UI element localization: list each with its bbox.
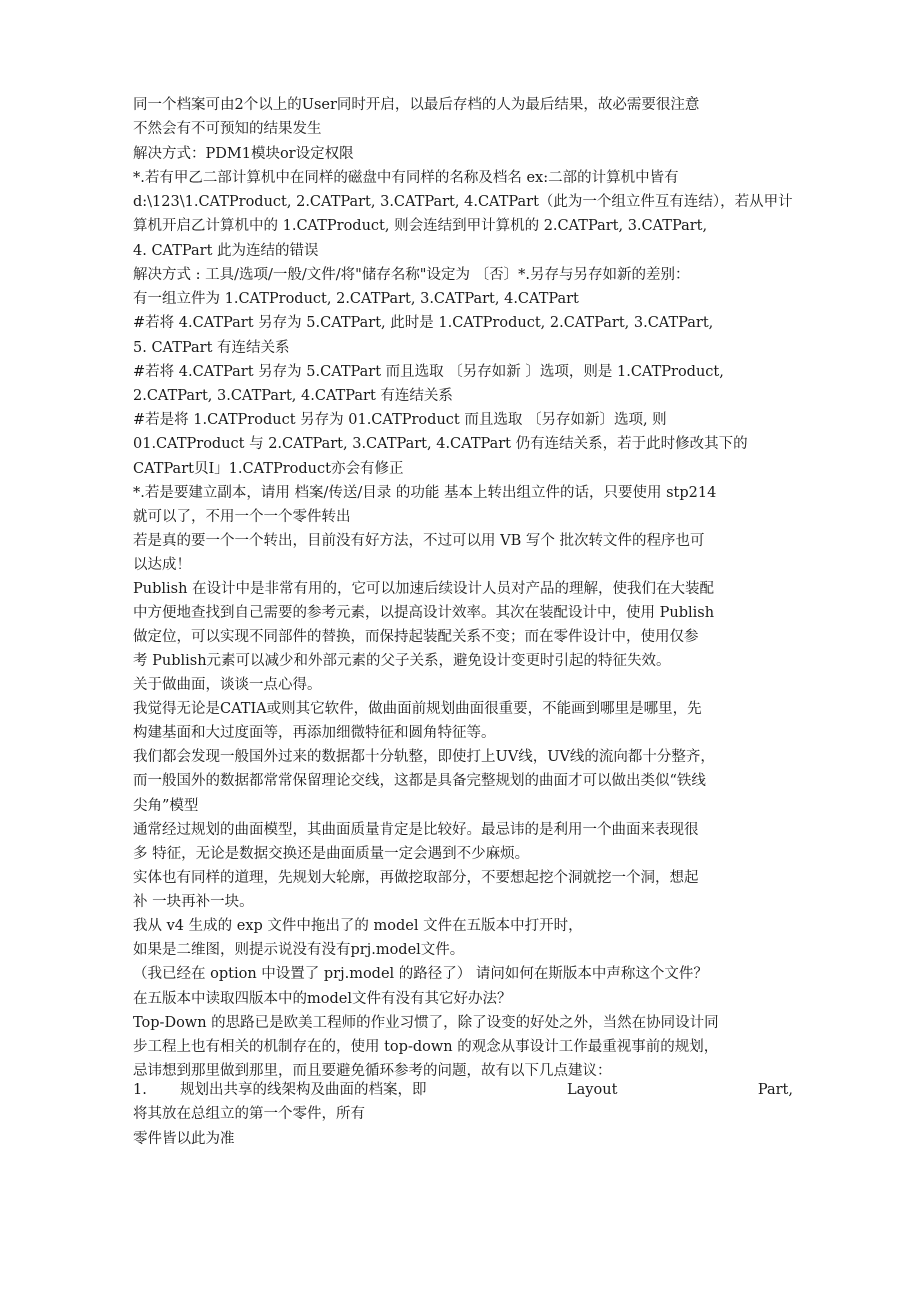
text-line: #若是将 1.CATProduct 另存为 01.CATProduct 而且选取 〔另存如新〕选项, 则 (133, 412, 667, 428)
text-line: Publish 在设计中是非常有用的，它可以加速后续设计人员对产品的理解，使我们在大装配 (133, 581, 715, 597)
text-line: *.若是要建立副本，请用 档案/传送/目录 的功能 基本上转出组立件的话，只要使用 stp214 (133, 485, 717, 501)
text-line: 解决方式 : 工具/选项/一般/文件/将"储存名称"设定为 〔否〕*.另存与另存如新的差别： (133, 267, 690, 283)
text-line: 考 Publish元素可以减少和外部元素的父子关系，避免设计变更时引起的特征失效。 (133, 653, 671, 669)
text-line: 将其放在总组立的第一个零件，所有 (133, 1106, 365, 1122)
text-line: 若是真的要一个一个转出，目前没有好方法，不过可以用 VB 写个 批次转文件的程序也可 (133, 533, 705, 549)
text-line: 零件皆以此为准 (133, 1131, 235, 1147)
text-line: 5. CATPart 有连结关系 (133, 340, 290, 356)
text-line: 尖角”模型 (133, 798, 199, 814)
text-line: 同一个档案可由2个以上的User同时开启，以最后存档的人为最后结果，故必需要很注意 (133, 97, 700, 113)
text-line: 我们都会发现一般国外过来的数据都十分轨整，即使打上UV线，UV线的流向都十分整齐， (133, 749, 715, 765)
list-item-text: 规划出共享的线架构及曲面的档案，即 (180, 1082, 427, 1098)
text-line: 步工程上也有相关的机制存在的，使用 top-down 的观念从事设计工作最重视事前的规划， (133, 1039, 719, 1055)
text-line: 在五版本中读取四版本中的model文件有没有其它好办法？ (133, 991, 512, 1007)
text-line: 2.CATPart, 3.CATPart, 4.CATPart 有连结关系 (133, 388, 453, 404)
text-line: 中方便地查找到自己需要的参考元素，以提高设计效率。其次在装配设计中，使用 Publish (133, 605, 715, 621)
text-line: 我从 v4 生成的 exp 文件中拖出了的 model 文件在五版本中打开时， (133, 918, 583, 934)
list-item-1 (133, 1079, 793, 1101)
text-line: 算机开启乙计算机中的 1.CATProduct, 则会连结到甲计算机的 2.CATPart, 3.CATPart, (133, 218, 708, 234)
list-item-term-part: Part, (757, 1082, 793, 1098)
text-line: 我觉得无论是CATIA或则其它软件，做曲面前规划曲面很重要，不能画到哪里是哪里，先 (133, 701, 702, 717)
text-line: 多 特征，无论是数据交换还是曲面质量一定会遇到不少麻烦。 (133, 846, 530, 862)
text-line: Top-Down 的思路已是欧美工程师的作业习惯了，除了设变的好处之外，当然在协同设计同 (133, 1015, 719, 1031)
text-line: 不然会有不可预知的结果发生 (133, 121, 322, 137)
text-line: #若将 4.CATPart 另存为 5.CATPart 而且选取 〔另存如新 〕选项，则是 1.CATProduct, (133, 364, 724, 380)
list-item-1-content (133, 1079, 427, 1101)
text-line: 构建基面和大过度面等，再添加细微特征和圆角特征等。 (133, 725, 496, 741)
text-line: 4. CATPart 此为连结的错误 (133, 243, 319, 259)
text-line: 以达成！ (133, 557, 191, 573)
text-line: CATPart贝I」1.CATProduct亦会有修正 (133, 461, 404, 477)
list-item-term-layout: Layout (567, 1082, 618, 1098)
text-line: #若将 4.CATPart 另存为 5.CATPart, 此时是 1.CATProduct, 2.CATPart, 3.CATPart, (133, 315, 714, 331)
text-line: 关于做曲面，谈谈一点心得。 (133, 677, 322, 693)
text-line: 实体也有同样的道理，先规划大轮廓，再做挖取部分，不要想起挖个洞就挖一个洞，想起 (133, 870, 699, 886)
text-line: d:\123\1.CATProduct, 2.CATPart, 3.CATPart, 4.CATPart（此为一个组立件互有连结），若从甲计 (133, 194, 793, 210)
text-line: 解决方式：PDM1模块or设定权限 (133, 146, 354, 162)
text-line: 补 一块再补一块。 (133, 894, 254, 910)
text-line: *.若有甲乙二部计算机中在同样的磁盘中有同样的名称及档名 ex:二部的计算机中皆有 (133, 170, 679, 186)
text-line: 有一组立件为 1.CATProduct, 2.CATPart, 3.CATPart, 4.CATPart (133, 291, 579, 307)
text-line: （我已经在 option 中设置了 prj.model 的路径了） 请问如何在斯版本中声称这个文件？ (133, 966, 708, 982)
text-line: 01.CATProduct 与 2.CATPart, 3.CATPart, 4.CATPart 仍有连结关系，若于此时修改其下的 (133, 436, 748, 452)
list-item-number: 1. (133, 1082, 147, 1098)
text-line: 做定位，可以实现不同部件的替换，而保持起装配关系不变；而在零件设计中，使用仅参 (133, 629, 699, 645)
text-line: 而一般国外的数据都常常保留理论交线，这都是具备完整规划的曲面才可以做出类似“铁线 (133, 773, 706, 789)
text-line: 通常经过规划的曲面模型，其曲面质量肯定是比较好。最忌讳的是利用一个曲面来表现很 (133, 822, 699, 838)
text-line: 忌讳想到那里做到那里，而且要避免循环参考的问题，故有以下几点建议： (133, 1063, 612, 1079)
text-line: 如果是二维图，则提示说没有没有prj.model文件。 (133, 942, 465, 958)
text-line: 就可以了，不用一个一个零件转出 (133, 509, 351, 525)
